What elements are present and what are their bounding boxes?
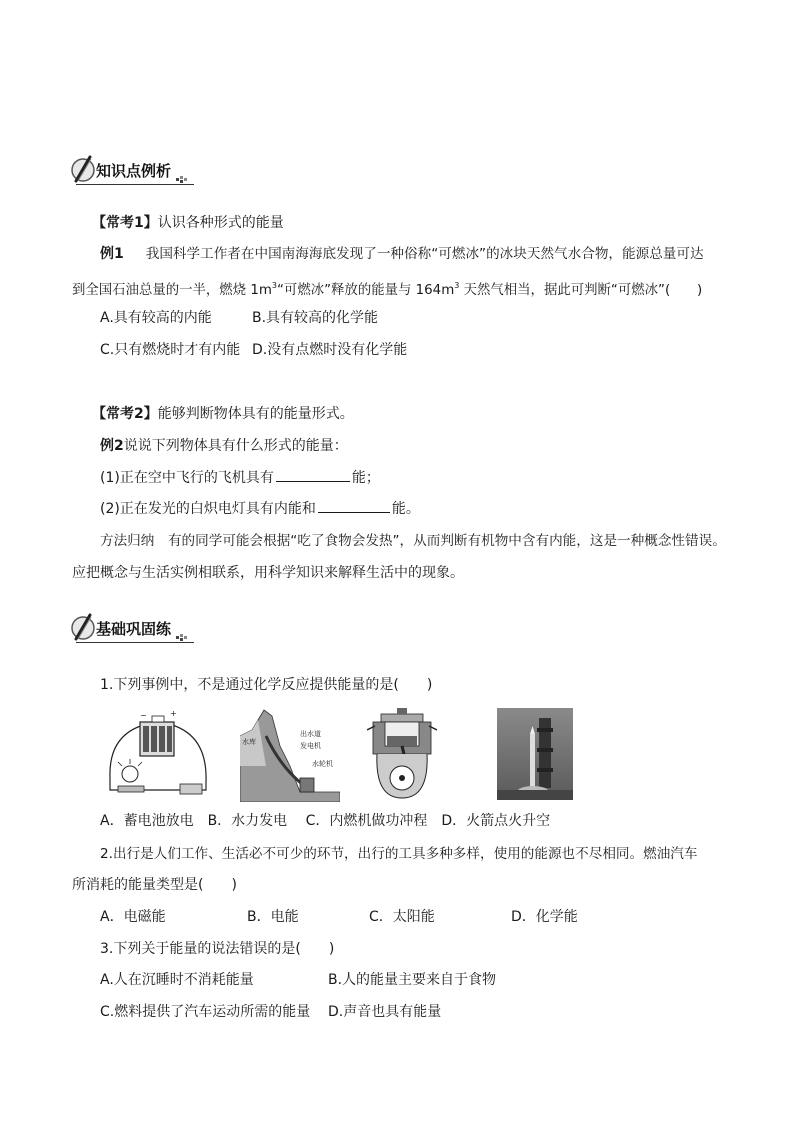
changkao2-text: 能够判断物体具有的能量形式。 (157, 406, 354, 422)
example1-option-a: A.具有较高的内能 (100, 310, 212, 326)
rocket-launch-photo (497, 708, 573, 800)
section-header-basic (70, 615, 200, 643)
changkao1-line (92, 214, 284, 232)
decor-squares-icon (176, 634, 188, 642)
example1-option-b: B.具有较高的化学能 (252, 310, 379, 326)
q2-option-c: C．太阳能 (369, 909, 435, 925)
changkao1-text: 认识各种形式的能量 (157, 215, 284, 231)
decor-squares-icon (176, 176, 188, 184)
example2-item1: (1)正在空中飞行的飞机具有 能； (100, 470, 380, 486)
example2-intro: 例2说说下列物体具有什么形式的能量： (100, 438, 348, 454)
svg-text:+: + (170, 709, 177, 718)
q1-options: A．蓄电池放电 B．水力发电 C．内燃机做功冲程 D．火箭点火升空 (100, 813, 551, 829)
q2-option-d: D．化学能 (511, 909, 578, 925)
q2-option-b: B．电能 (247, 909, 299, 925)
pencil-circle-icon (70, 153, 96, 187)
changkao1-label: 【常考1】 (92, 215, 158, 231)
answer-blank[interactable] (318, 500, 390, 513)
method-line2: 应把概念与生活实例相联系，用科学知识来解释生活中的现象。 (72, 565, 464, 581)
example1-label: 例1 (100, 246, 124, 262)
example1-line2: 到全国石油总量的一半，燃烧 $1m^3“$可燃冰”释放的能量与 $164m^3$ 天然气相当，据此可判断“可燃冰”( ) (72, 281, 703, 298)
q3-option-b: B.人的能量主要来自于食物 (328, 972, 497, 988)
fig-label: 水轮机 (312, 760, 333, 768)
q3-option-d: D.声音也具有能量 (328, 1004, 442, 1020)
q2-line1: 2.出行是人们工作、生活必不可少的环节，出行的工具多种多样，使用的能源也不尽相同。燃油汽车 (100, 846, 698, 862)
answer-blank[interactable] (276, 469, 350, 482)
q3-stem: 3.下列关于能量的说法错误的是( ) (100, 941, 335, 957)
fig-label: 发电机 (300, 742, 321, 750)
example1-option-d: D.没有点燃时没有化学能 (252, 342, 408, 358)
example1-line1 (100, 245, 704, 263)
q1-stem: 1.下列事例中，不是通过化学反应提供能量的是( ) (100, 677, 433, 693)
battery-circuit-figure (100, 708, 216, 802)
section-header-knowledge (70, 157, 200, 185)
method-line1: 方法归纳 有的同学可能会根据“吃了食物会发热”，从而判断有机物中含有内能，这是一种概念性错误。 (100, 533, 726, 549)
q2-line2: 所消耗的能量类型是( ) (72, 877, 237, 893)
fig-label: 出水道 (300, 730, 321, 738)
engine-figure (367, 708, 437, 802)
fig-label: 水库 (242, 738, 256, 746)
header-underline (76, 184, 194, 185)
svg-text:−: − (140, 711, 147, 720)
q3-option-a: A.人在沉睡时不消耗能量 (100, 972, 254, 988)
header-underline (76, 642, 194, 643)
example2-label: 例2 (100, 438, 124, 454)
hydropower-figure (240, 706, 340, 802)
section-title: 基础巩固练 (96, 620, 172, 638)
q2-option-a: A．电磁能 (100, 909, 166, 925)
section-title: 知识点例析 (96, 162, 172, 180)
example2-item2: (2)正在发光的白炽电灯具有内能和 能。 (100, 501, 420, 517)
q3-option-c: C.燃料提供了汽车运动所需的能量 (100, 1004, 311, 1020)
changkao2-line (92, 405, 354, 423)
pencil-circle-icon (70, 611, 96, 645)
example1-option-c: C.只有燃烧时才有内能 (100, 342, 241, 358)
changkao2-label: 【常考2】 (92, 406, 158, 422)
example1-text1: 我国科学工作者在中国南海海底发现了一种俗称“可燃冰”的冰块天然气水合物，能源总量可达 (145, 246, 704, 262)
